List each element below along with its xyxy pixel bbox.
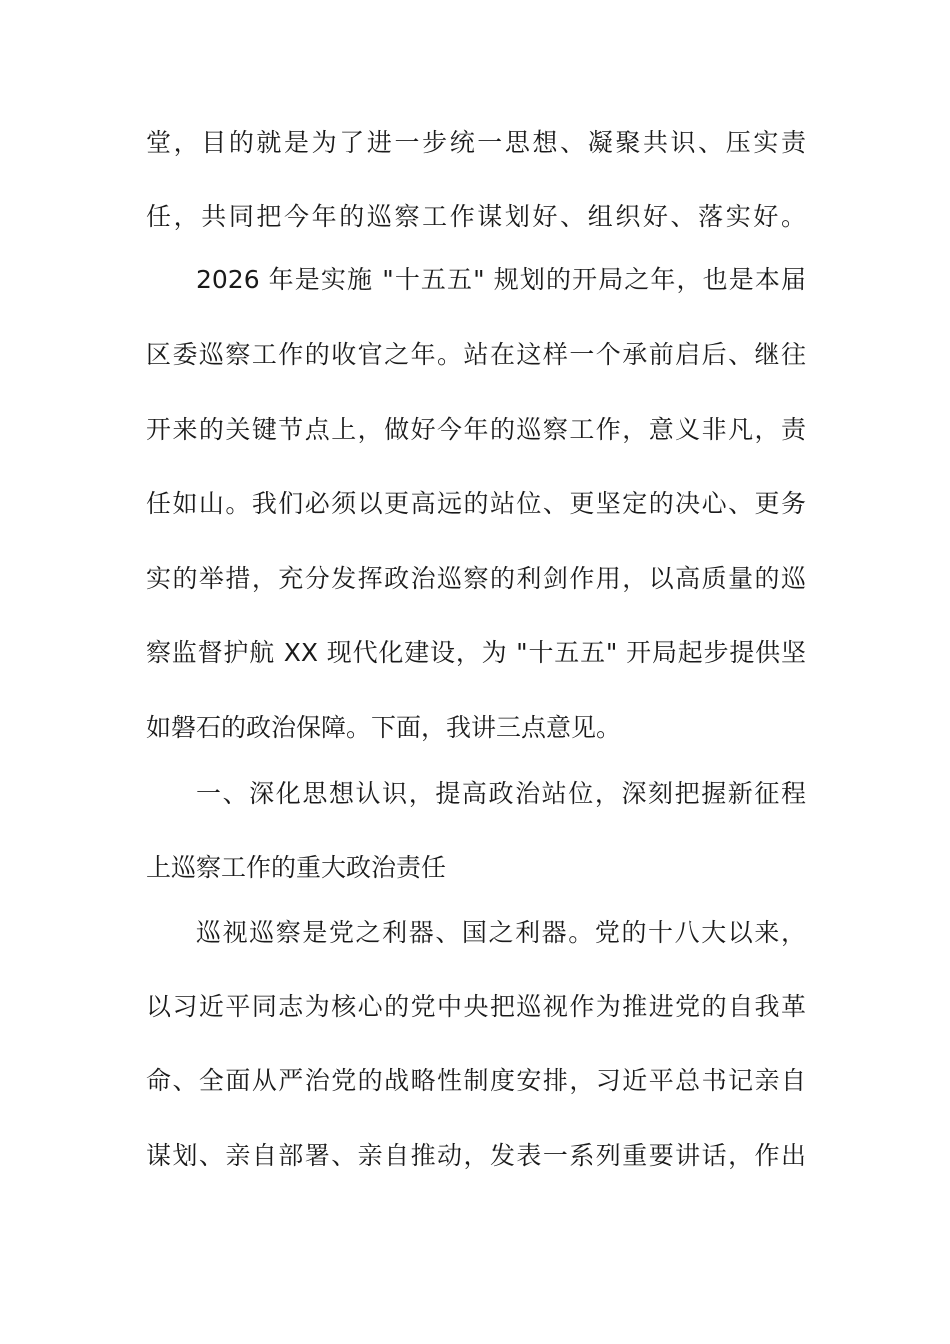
- section-heading-line: 一、深化思想认识，提高政治站位，深刻把握新征程: [196, 779, 806, 808]
- text-line: 谋划、亲自部署、亲自推动，发表一系列重要讲话，作出: [146, 1141, 806, 1170]
- section-heading-line: 上巡察工作的重大政治责任: [146, 853, 447, 882]
- text-line: 任如山。我们必须以更高远的站位、更坚定的决心、更务: [146, 489, 806, 518]
- text-line: 开来的关键节点上，做好今年的巡察工作，意义非凡，责: [146, 415, 806, 444]
- text-line: 任，共同把今年的巡察工作谋划好、组织好、落实好。: [146, 202, 806, 231]
- text-line: 以习近平同志为核心的党中央把巡视作为推进党的自我革: [146, 992, 806, 1021]
- text-line: 区委巡察工作的收官之年。站在这样一个承前启后、继往: [146, 340, 806, 369]
- paragraph-last-line: 如磐石的政治保障。下面，我讲三点意见。: [146, 713, 622, 742]
- paragraph-first-line: 巡视巡察是党之利器、国之利器。党的十八大以来，: [196, 918, 806, 947]
- text-line: 实的举措，充分发挥政治巡察的利剑作用，以高质量的巡: [146, 564, 806, 593]
- text-line: 堂，目的就是为了进一步统一思想、凝聚共识、压实责: [146, 128, 806, 157]
- paragraph-first-line: 2026 年是实施 "十五五" 规划的开局之年，也是本届: [196, 265, 806, 294]
- text-line: 察监督护航 XX 现代化建设，为 "十五五" 开局起步提供坚: [146, 638, 806, 667]
- text-line: 命、全面从严治党的战略性制度安排，习近平总书记亲自: [146, 1066, 806, 1095]
